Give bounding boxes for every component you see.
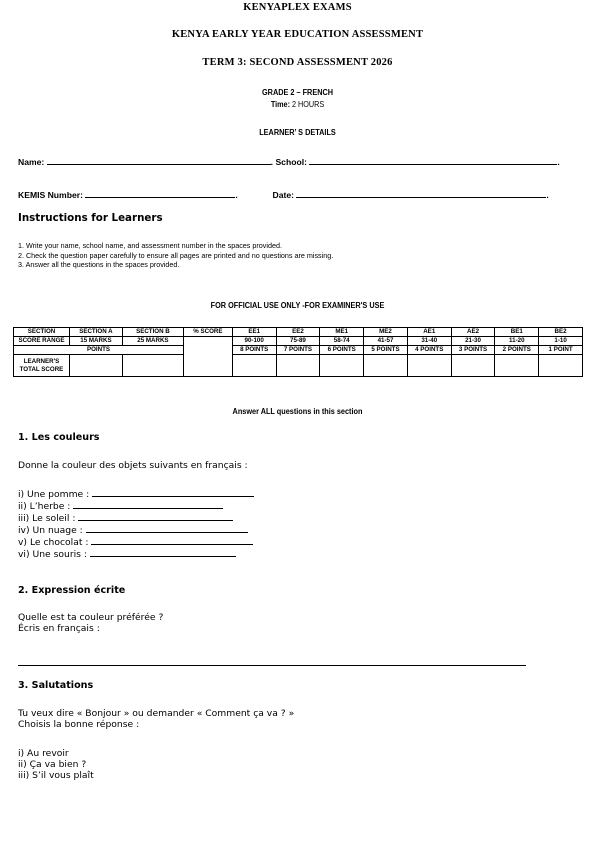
- instruction-item: 1. Write your name, school name, and assessment number in the spaces provided.: [18, 241, 282, 250]
- grade-cell[interactable]: [451, 355, 495, 377]
- term-title: TERM 3: SECOND ASSESSMENT 2026: [202, 57, 393, 68]
- instructions-list: [18, 241, 333, 270]
- option-item[interactable]: ii) Ça va bien ?: [18, 759, 87, 770]
- answer-blank[interactable]: [86, 524, 248, 533]
- table-cell: SECTION A: [69, 328, 122, 337]
- list-item: [18, 536, 254, 548]
- table-cell: ME2: [364, 328, 408, 337]
- item-label: iii) Le soleil :: [18, 513, 79, 524]
- option-item[interactable]: iii) S’il vous plaît: [18, 770, 94, 781]
- table-cell: 75-89: [276, 337, 320, 346]
- instructions-title: Instructions for Learners: [18, 212, 163, 224]
- grade-cell[interactable]: [320, 355, 364, 377]
- table-cell: 58-74: [320, 337, 364, 346]
- q2-prompt-line: Écris en français :: [18, 623, 100, 634]
- grade-cell[interactable]: [276, 355, 320, 377]
- table-row: [14, 328, 583, 337]
- name-school-row: Name: . School: .: [18, 157, 560, 167]
- table-cell: 3 POINTS: [451, 346, 495, 355]
- section-b-score-cell[interactable]: [122, 355, 183, 377]
- list-item: [18, 488, 254, 500]
- item-label: ii) L’herbe :: [18, 501, 74, 512]
- answer-blank[interactable]: [92, 488, 254, 497]
- list-item: [18, 524, 254, 536]
- instruction-item: 2. Check the question paper carefully to ensure all pages are printed and no questions are missing.: [18, 250, 334, 260]
- school-field[interactable]: [309, 156, 557, 165]
- table-row: [14, 346, 583, 355]
- table-cell: AE1: [407, 328, 451, 337]
- q2-answer-line[interactable]: [18, 665, 526, 666]
- table-cell: 21-30: [451, 337, 495, 346]
- table-cell: 31-40: [407, 337, 451, 346]
- table-cell: 25 MARKS: [122, 337, 183, 346]
- table-cell: AE2: [451, 328, 495, 337]
- score-table: [13, 327, 583, 377]
- name-field[interactable]: [47, 156, 271, 165]
- kemis-date-row: KEMIS Number: . Date: .: [18, 190, 549, 200]
- kemis-label: KEMIS Number:: [18, 190, 83, 200]
- exam-org-title: KENYAPLEX EXAMS: [243, 2, 352, 13]
- table-cell: 8 POINTS: [232, 346, 276, 355]
- q3-title: 3. Salutations: [18, 680, 94, 691]
- table-cell: POINTS: [14, 346, 184, 355]
- table-cell: LEARNER'S TOTAL SCORE: [14, 355, 70, 377]
- answer-blank[interactable]: [78, 512, 233, 521]
- table-row: [14, 337, 583, 346]
- q3-prompt-line: Tu veux dire « Bonjour » ou demander « Comment ça va ? »: [18, 708, 295, 719]
- answer-blank[interactable]: [73, 500, 223, 509]
- table-cell: EE2: [276, 328, 320, 337]
- q1-title: 1. Les couleurs: [18, 432, 100, 443]
- table-cell: SECTION B: [122, 328, 183, 337]
- time-value: 2 HOURS: [292, 99, 325, 109]
- table-cell: 6 POINTS: [320, 346, 364, 355]
- item-label: i) Une pomme :: [18, 489, 93, 500]
- table-cell: 1-10: [539, 337, 583, 346]
- item-label: v) Le chocolat :: [18, 537, 92, 548]
- list-item: [18, 500, 254, 512]
- table-cell: 41-57: [364, 337, 408, 346]
- table-cell: SCORE RANGE: [14, 337, 70, 346]
- q3-prompt-line: Choisis la bonne réponse :: [18, 719, 140, 730]
- grade-subject: GRADE 2 – FRENCH: [261, 87, 334, 97]
- list-item: [18, 512, 254, 524]
- list-item: [18, 548, 254, 560]
- time-allowed: [45, 99, 551, 109]
- table-cell: SECTION: [14, 328, 70, 337]
- table-cell: 7 POINTS: [276, 346, 320, 355]
- grade-cell[interactable]: [495, 355, 539, 377]
- answer-blank[interactable]: [90, 548, 236, 557]
- q2-prompt-line: Quelle est ta couleur préférée ?: [18, 612, 164, 623]
- assessment-title: KENYA EARLY YEAR EDUCATION ASSESSMENT: [171, 29, 424, 40]
- date-label: Date:: [272, 190, 294, 200]
- table-cell: BE1: [495, 328, 539, 337]
- percent-score-cell[interactable]: [183, 337, 232, 377]
- table-cell: 2 POINTS: [495, 346, 539, 355]
- table-cell: 1 POINT: [539, 346, 583, 355]
- grade-cell[interactable]: [407, 355, 451, 377]
- name-label: Name:: [18, 157, 45, 167]
- table-cell: 15 MARKS: [69, 337, 122, 346]
- q2-prompt: [18, 612, 163, 634]
- table-cell: 90-100: [232, 337, 276, 346]
- kemis-field[interactable]: [85, 189, 235, 198]
- table-row: [14, 355, 583, 377]
- grade-cell[interactable]: [539, 355, 583, 377]
- school-label: . School:: [270, 157, 307, 167]
- answer-all-note: Answer ALL questions in this section: [232, 406, 363, 416]
- table-cell: % SCORE: [183, 328, 232, 337]
- option-item[interactable]: i) Au revoir: [18, 748, 69, 759]
- item-label: vi) Une souris :: [18, 549, 90, 560]
- item-label: iv) Un nuage :: [18, 525, 86, 536]
- answer-blank[interactable]: [91, 536, 253, 545]
- learner-details-heading: LEARNER’ S DETAILS: [259, 127, 336, 137]
- table-cell: EE1: [232, 328, 276, 337]
- grade-cell[interactable]: [364, 355, 408, 377]
- table-cell: ME1: [320, 328, 364, 337]
- grade-cell[interactable]: [232, 355, 276, 377]
- time-label: Time:: [270, 99, 290, 109]
- table-cell: BE2: [539, 328, 583, 337]
- section-a-score-cell[interactable]: [69, 355, 122, 377]
- instruction-item: 3. Answer all the questions in the spaces provided.: [18, 260, 180, 269]
- official-use-heading: FOR OFFICIAL USE ONLY -FOR EXAMINER'S USE: [210, 300, 385, 310]
- date-field[interactable]: [296, 189, 546, 198]
- table-cell: 11-20: [495, 337, 539, 346]
- q2-title: 2. Expression écrite: [18, 585, 126, 596]
- q1-items: [18, 488, 254, 560]
- q3-options: [18, 748, 94, 781]
- table-cell: 5 POINTS: [364, 346, 408, 355]
- q1-prompt: Donne la couleur des objets suivants en français :: [18, 460, 248, 471]
- table-cell: 4 POINTS: [407, 346, 451, 355]
- q3-prompt: [18, 708, 294, 730]
